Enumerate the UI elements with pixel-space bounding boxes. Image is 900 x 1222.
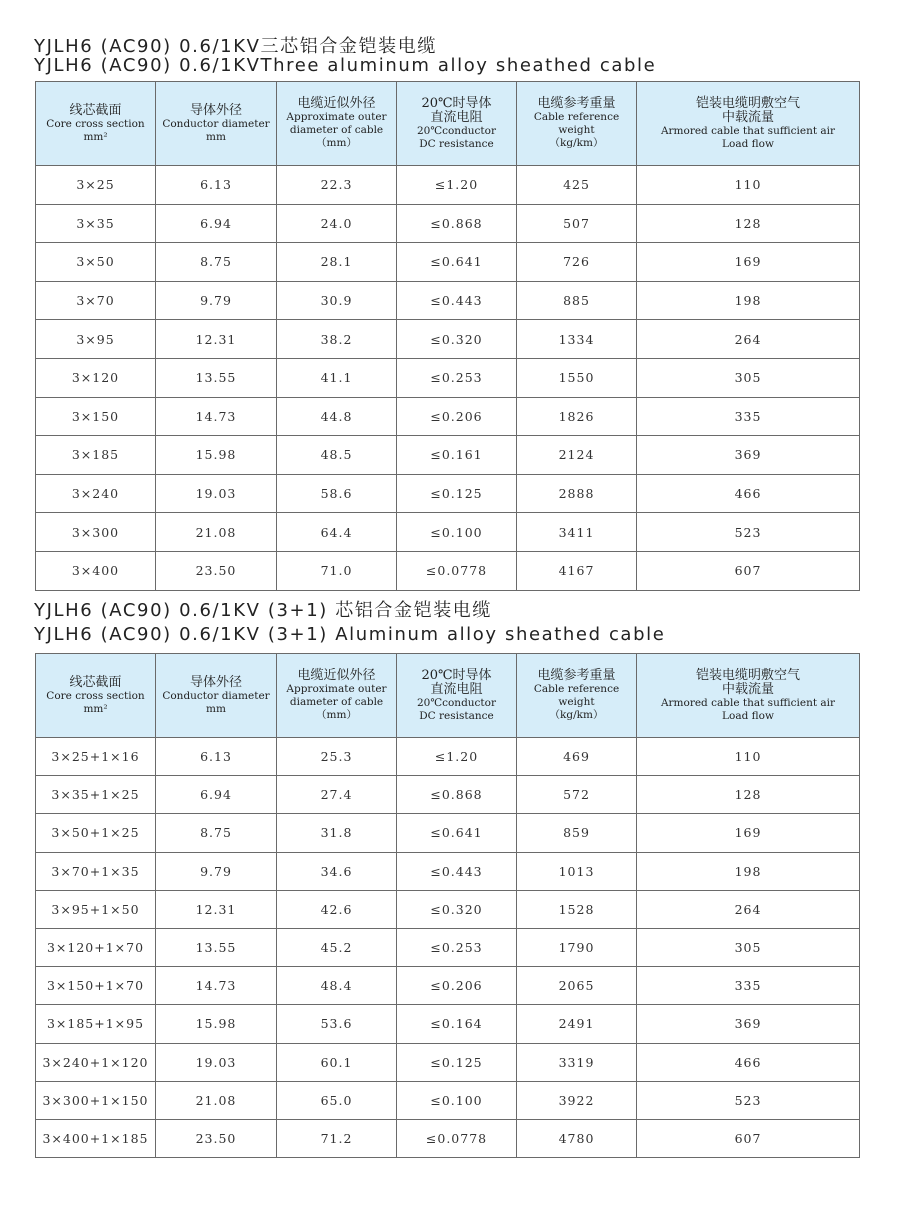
table-cell: 3×95 <box>36 320 156 359</box>
table-cell: 128 <box>637 776 860 814</box>
table-cell: 128 <box>637 204 860 243</box>
section2-title-cn: YJLH6 (AC90) 0.6/1KV (3+1) 芯铝合金铠装电缆 <box>34 600 493 621</box>
table-cell: 6.13 <box>156 166 277 205</box>
table-cell: ≤0.0778 <box>397 1119 517 1157</box>
table-cell: 3×70+1×35 <box>36 852 156 890</box>
column-header-en: Cable reference weight <box>533 111 620 136</box>
table-cell: 71.2 <box>277 1119 397 1157</box>
table-cell: 1334 <box>517 320 637 359</box>
table-cell: 27.4 <box>277 776 397 814</box>
table-cell: ≤0.125 <box>397 474 517 513</box>
table-cell: 169 <box>637 814 860 852</box>
table-row <box>36 166 860 205</box>
column-header <box>397 654 517 738</box>
table-row <box>36 243 860 282</box>
table-cell: ≤0.868 <box>397 776 517 814</box>
column-header-cn: 线芯截面 <box>69 674 122 690</box>
table-cell: 30.9 <box>277 281 397 320</box>
column-header <box>277 82 397 166</box>
table-cell: 859 <box>517 814 637 852</box>
table-cell: 1826 <box>517 397 637 436</box>
header-row <box>36 82 860 166</box>
table-row <box>36 397 860 436</box>
table-row <box>36 776 860 814</box>
column-header-en: Conductor diameter <box>162 117 270 130</box>
table-cell: ≤0.320 <box>397 320 517 359</box>
table-cell: 48.4 <box>277 967 397 1005</box>
table-cell: 14.73 <box>156 967 277 1005</box>
table-cell: 42.6 <box>277 890 397 928</box>
table-cell: 60.1 <box>277 1043 397 1081</box>
table-cell: 2124 <box>517 436 637 475</box>
column-header-cn: 20℃时导体 <box>421 95 492 111</box>
header-row <box>36 654 860 738</box>
table-cell: 305 <box>637 928 860 966</box>
table-cell: ≤0.320 <box>397 890 517 928</box>
table-cell: 523 <box>637 1081 860 1119</box>
table-cell: 4780 <box>517 1119 637 1157</box>
table-cell: 14.73 <box>156 397 277 436</box>
table-cell: 21.08 <box>156 513 277 552</box>
table-cell: 4167 <box>517 551 637 590</box>
column-header-en: （mm） <box>316 709 357 721</box>
table-cell: 15.98 <box>156 1005 277 1043</box>
table-cell: ≤0.100 <box>397 1081 517 1119</box>
table-cell: ≤0.253 <box>397 928 517 966</box>
table-cell: ≤0.868 <box>397 204 517 243</box>
table-cell: 58.6 <box>277 474 397 513</box>
column-header <box>517 654 637 738</box>
column-header-en: diameter of cable <box>289 696 384 708</box>
column-header-en: Core cross section <box>46 689 145 702</box>
table-cell: 3×240+1×120 <box>36 1043 156 1081</box>
table-cell: ≤0.641 <box>397 243 517 282</box>
column-header <box>36 654 156 738</box>
column-header <box>637 654 860 738</box>
table-cell: 15.98 <box>156 436 277 475</box>
column-header-en: （kg/km） <box>549 709 604 721</box>
table-body <box>36 738 860 1158</box>
table-cell: 38.2 <box>277 320 397 359</box>
table-cell: 2888 <box>517 474 637 513</box>
column-header-en: diameter of cable <box>289 124 384 136</box>
table-cell: 53.6 <box>277 1005 397 1043</box>
table-row <box>36 1119 860 1157</box>
column-header-en: Armored cable that sufficient air <box>660 696 836 709</box>
table-row <box>36 967 860 1005</box>
table-cell: 3×150+1×70 <box>36 967 156 1005</box>
table-cell: 3319 <box>517 1043 637 1081</box>
table-cell: ≤0.253 <box>397 358 517 397</box>
table-cell: 726 <box>517 243 637 282</box>
table-row <box>36 281 860 320</box>
table-cell: 21.08 <box>156 1081 277 1119</box>
column-header-en: 20℃conductor <box>417 696 496 709</box>
table-cell: 71.0 <box>277 551 397 590</box>
table-cell: 9.79 <box>156 852 277 890</box>
table-cell: ≤0.164 <box>397 1005 517 1043</box>
table-cell: 19.03 <box>156 474 277 513</box>
table-cell: 466 <box>637 474 860 513</box>
column-header <box>36 82 156 166</box>
table-cell: 607 <box>637 1119 860 1157</box>
table-cell: 3×300 <box>36 513 156 552</box>
column-header-en: （kg/km） <box>549 137 604 149</box>
column-header-en: Approximate outer <box>286 683 387 695</box>
table-cell: ≤0.443 <box>397 852 517 890</box>
column-header <box>517 82 637 166</box>
section1-title-cn: YJLH6 (AC90) 0.6/1KV三芯铝合金铠装电缆 <box>34 36 437 57</box>
table-cell: 3×120 <box>36 358 156 397</box>
table-cell: 23.50 <box>156 1119 277 1157</box>
table-row <box>36 738 860 776</box>
table-cell: 25.3 <box>277 738 397 776</box>
table-cell: 23.50 <box>156 551 277 590</box>
table-cell: 44.8 <box>277 397 397 436</box>
table-cell: 19.03 <box>156 1043 277 1081</box>
table-cell: ≤0.206 <box>397 967 517 1005</box>
table-cell: ≤1.20 <box>397 166 517 205</box>
column-header-en: Load flow <box>722 709 774 722</box>
table-cell: 607 <box>637 551 860 590</box>
table-cell: 1550 <box>517 358 637 397</box>
table-cell: 6.94 <box>156 776 277 814</box>
table-cell: ≤0.125 <box>397 1043 517 1081</box>
table-cell: 6.94 <box>156 204 277 243</box>
table-row <box>36 852 860 890</box>
table-cell: 3×150 <box>36 397 156 436</box>
table-cell: 523 <box>637 513 860 552</box>
table-row <box>36 474 860 513</box>
column-header-cn: 中载流量 <box>721 681 774 697</box>
table-cell: ≤0.0778 <box>397 551 517 590</box>
table-cell: 3×50 <box>36 243 156 282</box>
cable-spec-table-3-core <box>35 81 860 591</box>
table-row <box>36 320 860 359</box>
table-cell: 8.75 <box>156 243 277 282</box>
table-cell: 3×400+1×185 <box>36 1119 156 1157</box>
table-row <box>36 814 860 852</box>
table-cell: ≤0.100 <box>397 513 517 552</box>
table-cell: 572 <box>517 776 637 814</box>
column-header-en: Conductor diameter <box>162 689 270 702</box>
table-cell: 12.31 <box>156 320 277 359</box>
cable-spec-table-3-plus-1-core <box>35 653 860 1158</box>
table-cell: ≤0.206 <box>397 397 517 436</box>
table-cell: 8.75 <box>156 814 277 852</box>
column-header-cn: 导体外径 <box>189 102 242 118</box>
section1-title-en: YJLH6 (AC90) 0.6/1KVThree aluminum alloy sheathed cable <box>34 55 657 76</box>
table-cell: 110 <box>637 738 860 776</box>
table-cell: 3×50+1×25 <box>36 814 156 852</box>
table-cell: 45.2 <box>277 928 397 966</box>
table-row <box>36 436 860 475</box>
column-header-en: mm <box>206 130 226 143</box>
table-cell: 369 <box>637 1005 860 1043</box>
table-row <box>36 1043 860 1081</box>
table-cell: 1790 <box>517 928 637 966</box>
table-row <box>36 890 860 928</box>
table-cell: 12.31 <box>156 890 277 928</box>
table-row <box>36 551 860 590</box>
table-cell: 264 <box>637 320 860 359</box>
table-cell: 22.3 <box>277 166 397 205</box>
table-cell: 65.0 <box>277 1081 397 1119</box>
table-cell: 3922 <box>517 1081 637 1119</box>
column-header-en: Load flow <box>722 137 774 150</box>
table-cell: 6.13 <box>156 738 277 776</box>
column-header-en: 20℃conductor <box>417 124 496 137</box>
table-cell: 3×25+1×16 <box>36 738 156 776</box>
table-header <box>36 654 860 738</box>
column-header-cn: 线芯截面 <box>69 102 122 118</box>
column-header-cn: 直流电阻 <box>430 109 483 125</box>
table-cell: 335 <box>637 967 860 1005</box>
table-cell: 3×300+1×150 <box>36 1081 156 1119</box>
table-cell: 3×185+1×95 <box>36 1005 156 1043</box>
column-header-en: Approximate outer <box>286 111 387 123</box>
column-header-en: DC resistance <box>419 709 494 722</box>
table-cell: 3×70 <box>36 281 156 320</box>
table-cell: 110 <box>637 166 860 205</box>
table-row <box>36 1081 860 1119</box>
table-cell: ≤0.641 <box>397 814 517 852</box>
table-cell: 64.4 <box>277 513 397 552</box>
table-cell: ≤1.20 <box>397 738 517 776</box>
table-cell: 264 <box>637 890 860 928</box>
table-cell: 3×240 <box>36 474 156 513</box>
table-cell: ≤0.443 <box>397 281 517 320</box>
table-cell: 198 <box>637 852 860 890</box>
table-body <box>36 166 860 591</box>
table-cell: 41.1 <box>277 358 397 397</box>
table-row <box>36 1005 860 1043</box>
column-header-en: mm² <box>83 702 108 715</box>
table-cell: 507 <box>517 204 637 243</box>
table-cell: 1013 <box>517 852 637 890</box>
column-header-en: Armored cable that sufficient air <box>660 124 836 137</box>
table-cell: 3×95+1×50 <box>36 890 156 928</box>
column-header-cn: 电缆参考重量 <box>537 668 616 683</box>
column-header-cn: 铠装电缆明敷空气 <box>695 667 800 683</box>
column-header-en: Cable reference weight <box>533 683 620 708</box>
table-cell: 1528 <box>517 890 637 928</box>
column-header-cn: 中载流量 <box>721 109 774 125</box>
column-header <box>156 82 277 166</box>
table-header <box>36 82 860 166</box>
table-cell: 335 <box>637 397 860 436</box>
column-header-en: mm² <box>83 130 108 143</box>
column-header-en: mm <box>206 702 226 715</box>
column-header-cn: 电缆参考重量 <box>537 96 616 111</box>
table-cell: 48.5 <box>277 436 397 475</box>
table-cell: 369 <box>637 436 860 475</box>
table-cell: 3×35+1×25 <box>36 776 156 814</box>
table-cell: 34.6 <box>277 852 397 890</box>
table-cell: ≤0.161 <box>397 436 517 475</box>
table-cell: 3×35 <box>36 204 156 243</box>
table-row <box>36 928 860 966</box>
column-header-cn: 直流电阻 <box>430 681 483 697</box>
table-cell: 466 <box>637 1043 860 1081</box>
table-cell: 3×185 <box>36 436 156 475</box>
column-header-cn: 导体外径 <box>189 674 242 690</box>
table-cell: 3411 <box>517 513 637 552</box>
table-cell: 2491 <box>517 1005 637 1043</box>
table-cell: 3×25 <box>36 166 156 205</box>
column-header-en: DC resistance <box>419 137 494 150</box>
table-cell: 198 <box>637 281 860 320</box>
column-header-cn: 20℃时导体 <box>421 667 492 683</box>
column-header <box>277 654 397 738</box>
table-cell: 169 <box>637 243 860 282</box>
column-header-cn: 电缆近似外径 <box>297 668 376 683</box>
table-row <box>36 204 860 243</box>
table-cell: 3×400 <box>36 551 156 590</box>
table-cell: 31.8 <box>277 814 397 852</box>
table-cell: 13.55 <box>156 928 277 966</box>
column-header-cn: 电缆近似外径 <box>297 96 376 111</box>
table-cell: 9.79 <box>156 281 277 320</box>
column-header-en: Core cross section <box>46 117 145 130</box>
table-cell: 3×120+1×70 <box>36 928 156 966</box>
table-cell: 469 <box>517 738 637 776</box>
table-row <box>36 513 860 552</box>
table-row <box>36 358 860 397</box>
table-cell: 13.55 <box>156 358 277 397</box>
table-cell: 425 <box>517 166 637 205</box>
table-cell: 28.1 <box>277 243 397 282</box>
table-cell: 885 <box>517 281 637 320</box>
column-header <box>637 82 860 166</box>
column-header <box>397 82 517 166</box>
section2-title-en: YJLH6 (AC90) 0.6/1KV (3+1) Aluminum alloy sheathed cable <box>34 624 666 645</box>
table-cell: 24.0 <box>277 204 397 243</box>
column-header-cn: 铠装电缆明敷空气 <box>695 95 800 111</box>
column-header <box>156 654 277 738</box>
column-header-en: （mm） <box>316 137 357 149</box>
table-cell: 2065 <box>517 967 637 1005</box>
table-cell: 305 <box>637 358 860 397</box>
